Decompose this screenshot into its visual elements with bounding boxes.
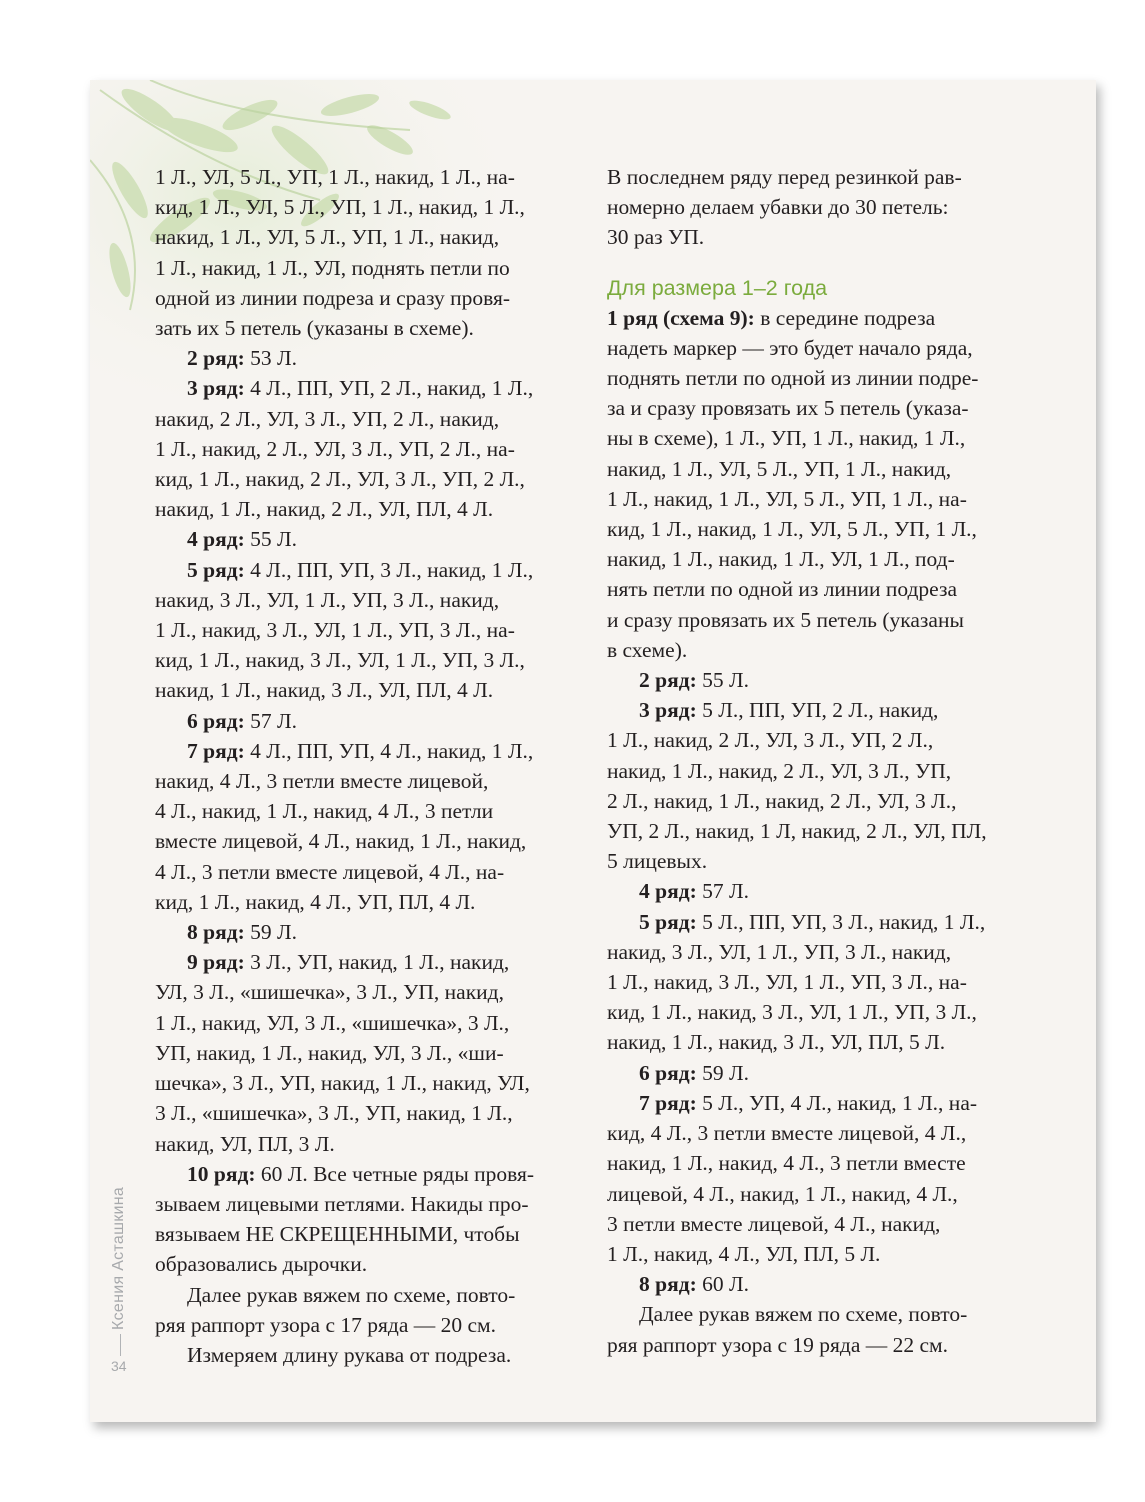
- line-text: накид, 1 Л., накид, 1 Л., УЛ, 1 Л., под-: [607, 547, 955, 572]
- text-line: [607, 756, 1037, 786]
- text-line: [155, 524, 580, 554]
- line-text: Измеряем длину рукава от подреза.: [187, 1342, 512, 1367]
- text-line: [607, 1179, 1037, 1209]
- line-text: 59 Л.: [696, 1060, 749, 1085]
- text-line: [607, 635, 1037, 665]
- line-text: вместе лицевой, 4 Л., накид, 1 Л., накид,: [155, 829, 527, 854]
- line-text: 1 Л., накид, УЛ, 3 Л., «шишечка», 3 Л.,: [155, 1010, 510, 1035]
- text-line: [155, 162, 580, 192]
- line-text: за и сразу провязать их 5 петель (указа-: [607, 396, 969, 421]
- text-line: [607, 1058, 1037, 1088]
- text-line: [607, 1088, 1037, 1118]
- line-text: 3 Л., УП, накид, 1 Л., накид,: [244, 950, 510, 975]
- row-label: 8 ряд:: [187, 920, 245, 945]
- line-text: 60 Л.: [696, 1272, 749, 1297]
- line-text: накид, 1 Л., УЛ, 5 Л., УП, 1 Л., накид,: [155, 225, 500, 250]
- text-line: [607, 514, 1037, 544]
- text-line: [155, 313, 580, 343]
- text-line: [155, 343, 580, 373]
- row-label: 4 ряд:: [187, 527, 245, 552]
- line-text: ряя раппорт узора с 17 ряда — 20 см.: [155, 1312, 497, 1337]
- row-label: 10 ряд:: [187, 1161, 256, 1186]
- line-text: кид, 4 Л., 3 петли вместе лицевой, 4 Л.,: [607, 1121, 967, 1146]
- text-line: [607, 997, 1037, 1027]
- text-line: [607, 222, 1037, 252]
- line-text: одной из линии подреза и сразу провя-: [155, 285, 511, 310]
- line-text: накид, 2 Л., УЛ, 3 Л., УП, 2 Л., накид,: [155, 406, 500, 431]
- line-text: 1 Л., накид, 1 Л., УЛ, поднять петли по: [155, 255, 510, 280]
- line-text: поднять петли по одной из линии подре-: [607, 366, 979, 391]
- text-line: [155, 675, 580, 705]
- line-text: Далее рукав вяжем по схеме, повто-: [187, 1282, 516, 1307]
- line-text: накид, 3 Л., УЛ, 1 Л., УП, 3 Л., накид,: [607, 939, 952, 964]
- text-line: [155, 947, 580, 977]
- text-line: [155, 192, 580, 222]
- text-line: [155, 253, 580, 283]
- line-text: УП, 2 Л., накид, 1 Л, накид, 2 Л., УЛ, ПЛ,: [607, 819, 987, 844]
- row-label: 3 ряд:: [639, 698, 697, 723]
- line-text: накид, 1 Л., накид, 3 Л., УЛ, ПЛ, 5 Л.: [607, 1030, 946, 1055]
- line-text: 30 раз УП.: [607, 225, 705, 250]
- line-text: зать их 5 петель (указаны в схеме).: [155, 316, 474, 341]
- line-text: накид, 1 Л., накид, 4 Л., 3 петли вместе: [607, 1151, 966, 1176]
- right-text-column: [607, 162, 1037, 1360]
- text-line: [607, 816, 1037, 846]
- text-line: [607, 907, 1037, 937]
- line-text: 5 Л., УП, 4 Л., накид, 1 Л., на-: [696, 1090, 978, 1115]
- line-text: накид, 1 Л., накид, 2 Л., УЛ, 3 Л., УП,: [607, 758, 952, 783]
- text-line: [607, 846, 1037, 876]
- line-text: ны в схеме), 1 Л., УП, 1 Л., накид, 1 Л.,: [607, 426, 966, 451]
- text-line: [155, 977, 580, 1007]
- line-text: 3 петли вместе лицевой, 4 Л., накид,: [607, 1211, 941, 1236]
- text-line: [155, 887, 580, 917]
- text-line: [155, 1008, 580, 1038]
- row-label: 2 ряд:: [187, 346, 245, 371]
- line-text: 1 Л., накид, 1 Л., УЛ, 5 Л., УП, 1 Л., на-: [607, 486, 967, 511]
- line-text: накид, 1 Л., УЛ, 5 Л., УП, 1 Л., накид,: [607, 456, 952, 481]
- row-label: 5 ряд:: [187, 557, 245, 582]
- line-text: 1 Л., накид, 2 Л., УЛ, 3 Л., УП, 2 Л.,: [607, 728, 934, 753]
- line-text: номерно делаем убавки до 30 петель:: [607, 195, 949, 220]
- text-line: [607, 695, 1037, 725]
- text-line: [155, 826, 580, 856]
- line-text: В последнем ряду перед резинкой рав-: [607, 165, 962, 189]
- text-line: [155, 1038, 580, 1068]
- text-line: [607, 725, 1037, 755]
- line-text: 5 лицевых.: [607, 849, 708, 874]
- line-text: 5 Л., ПП, УП, 3 Л., накид, 1 Л.,: [696, 909, 986, 934]
- text-line: [607, 454, 1037, 484]
- row-label: 2 ряд:: [639, 668, 697, 693]
- text-line: [607, 1299, 1037, 1329]
- line-text: 2 Л., накид, 1 Л., накид, 2 Л., УЛ, 3 Л.,: [607, 788, 957, 813]
- line-text: и сразу провязать их 5 петель (указаны: [607, 607, 964, 632]
- line-text: нять петли по одной из линии подреза: [607, 577, 957, 602]
- line-text: накид, УЛ, ПЛ, 3 Л.: [155, 1131, 335, 1156]
- sidebar-divider: [120, 1334, 121, 1356]
- text-line: [155, 917, 580, 947]
- author-name: Ксения Асташкина: [110, 1186, 127, 1330]
- text-line: [607, 423, 1037, 453]
- text-line: [607, 363, 1037, 393]
- line-text: в схеме).: [607, 637, 688, 662]
- row-label: 3 ряд:: [187, 376, 245, 401]
- row-label: 1 ряд (схема 9):: [607, 305, 755, 330]
- line-text: накид, 1 Л., накид, 3 Л., УЛ, ПЛ, 4 Л.: [155, 678, 494, 703]
- line-text: 5 Л., ПП, УП, 2 Л., накид,: [696, 698, 939, 723]
- text-line: [155, 706, 580, 736]
- text-line: [155, 1249, 580, 1279]
- line-text: 53 Л.: [244, 346, 297, 371]
- line-text: кид, 1 Л., накид, 2 Л., УЛ, 3 Л., УП, 2 Л.,: [155, 467, 525, 492]
- line-text: накид, 3 Л., УЛ, 1 Л., УП, 3 Л., накид,: [155, 587, 500, 612]
- row-label: 9 ряд:: [187, 950, 245, 975]
- line-text: 59 Л.: [244, 920, 297, 945]
- line-text: 1 Л., УЛ, 5 Л., УП, 1 Л., накид, 1 Л., на-: [155, 165, 515, 189]
- text-line: [607, 192, 1037, 222]
- line-text: 55 Л.: [696, 668, 749, 693]
- text-line: [155, 796, 580, 826]
- text-line: [155, 1280, 580, 1310]
- line-text: кид, 1 Л., накид, 4 Л., УП, ПЛ, 4 Л.: [155, 889, 476, 914]
- line-text: образовались дырочки.: [155, 1252, 368, 1277]
- line-text: шечка», 3 Л., УП, накид, 1 Л., накид, УЛ,: [155, 1071, 530, 1096]
- text-line: [155, 1340, 580, 1370]
- text-line: [607, 162, 1037, 192]
- row-label: 6 ряд:: [187, 708, 245, 733]
- text-line: [155, 283, 580, 313]
- size-heading: Для размера 1–2 года: [607, 275, 828, 300]
- text-line: [155, 1068, 580, 1098]
- line-text: 57 Л.: [244, 708, 297, 733]
- text-line: [155, 645, 580, 675]
- line-text: УЛ, 3 Л., «шишечка», 3 Л., УП, накид,: [155, 980, 504, 1005]
- text-line: [607, 574, 1037, 604]
- line-text: в середине подреза: [754, 305, 936, 330]
- line-text: 4 Л., ПП, УП, 4 Л., накид, 1 Л.,: [244, 738, 534, 763]
- line-text: УП, накид, 1 Л., накид, УЛ, 3 Л., «ши-: [155, 1040, 504, 1065]
- line-text: кид, 1 Л., накид, 1 Л., УЛ, 5 Л., УП, 1 Л.,: [607, 517, 977, 542]
- text-line: [155, 585, 580, 615]
- row-label: 5 ряд:: [639, 909, 697, 934]
- line-text: 1 Л., накид, 2 Л., УЛ, 3 Л., УП, 2 Л., на-: [155, 436, 515, 461]
- text-line: [607, 937, 1037, 967]
- text-line: [155, 736, 580, 766]
- row-label: 7 ряд:: [187, 738, 245, 763]
- right-body-paragraphs: [607, 303, 1037, 1360]
- line-text: зываем лицевыми петлями. Накиды про-: [155, 1191, 529, 1216]
- line-text: 3 Л., «шишечка», 3 Л., УП, накид, 1 Л.,: [155, 1101, 513, 1126]
- row-label: 7 ряд:: [639, 1090, 697, 1115]
- text-line: [607, 303, 1037, 333]
- text-line: [155, 1129, 580, 1159]
- text-line: [607, 1027, 1037, 1057]
- line-text: 1 Л., накид, 3 Л., УЛ, 1 Л., УП, 3 Л., на-: [155, 618, 515, 643]
- line-text: 1 Л., накид, 4 Л., УЛ, ПЛ, 5 Л.: [607, 1241, 881, 1266]
- line-text: 1 Л., накид, 3 Л., УЛ, 1 Л., УП, 3 Л., на-: [607, 970, 967, 995]
- text-line: [607, 1330, 1037, 1360]
- line-text: ряя раппорт узора с 19 ряда — 22 см.: [607, 1332, 949, 1357]
- text-line: [607, 1269, 1037, 1299]
- line-text: 4 Л., ПП, УП, 3 Л., накид, 1 Л.,: [244, 557, 534, 582]
- text-line: [155, 857, 580, 887]
- text-line: [155, 404, 580, 434]
- line-text: Далее рукав вяжем по схеме, повто-: [639, 1302, 968, 1327]
- text-line: [607, 1239, 1037, 1269]
- text-line: [607, 1209, 1037, 1239]
- text-line: [155, 494, 580, 524]
- text-line: [155, 1189, 580, 1219]
- text-line: [607, 786, 1037, 816]
- text-line: [607, 967, 1037, 997]
- text-line: [155, 1310, 580, 1340]
- text-line: [607, 333, 1037, 363]
- left-text-column: [155, 162, 580, 1370]
- text-line: [607, 484, 1037, 514]
- text-line: [607, 544, 1037, 574]
- line-text: надеть маркер — это будет начало ряда,: [607, 335, 973, 360]
- text-line: [607, 665, 1037, 695]
- line-text: кид, 1 Л., УЛ, 5 Л., УП, 1 Л., накид, 1 Л.,: [155, 195, 525, 220]
- row-label: 6 ряд:: [639, 1060, 697, 1085]
- line-text: 55 Л.: [244, 527, 297, 552]
- text-line: [155, 464, 580, 494]
- text-line: [155, 222, 580, 252]
- line-text: накид, 4 Л., 3 петли вместе лицевой,: [155, 769, 489, 794]
- text-line: [607, 1118, 1037, 1148]
- line-text: 4 Л., накид, 1 Л., накид, 4 Л., 3 петли: [155, 799, 494, 824]
- text-line: [155, 1159, 580, 1189]
- text-line: [155, 555, 580, 585]
- text-line: [155, 766, 580, 796]
- text-line: [155, 615, 580, 645]
- line-text: лицевой, 4 Л., накид, 1 Л., накид, 4 Л.,: [607, 1181, 958, 1206]
- line-text: накид, 1 Л., накид, 2 Л., УЛ, ПЛ, 4 Л.: [155, 497, 494, 522]
- line-text: 4 Л., 3 петли вместе лицевой, 4 Л., на-: [155, 859, 505, 884]
- right-intro-paragraph: [607, 162, 1037, 253]
- page-number: 34: [111, 1358, 127, 1374]
- line-text: кид, 1 Л., накид, 3 Л., УЛ, 1 Л., УП, 3 Л.,: [607, 1000, 977, 1025]
- row-label: 4 ряд:: [639, 879, 697, 904]
- line-text: кид, 1 Л., накид, 3 Л., УЛ, 1 Л., УП, 3 Л.,: [155, 648, 525, 673]
- line-text: 60 Л. Все четные ряды провя-: [255, 1161, 535, 1186]
- text-line: [607, 605, 1037, 635]
- line-text: 4 Л., ПП, УП, 2 Л., накид, 1 Л.,: [244, 376, 534, 401]
- text-line: [155, 434, 580, 464]
- text-line: [155, 1098, 580, 1128]
- text-line: [155, 1219, 580, 1249]
- line-text: 57 Л.: [696, 879, 749, 904]
- text-line: [607, 1148, 1037, 1178]
- line-text: вязываем НЕ СКРЕЩЕННЫМИ, чтобы: [155, 1222, 520, 1247]
- text-line: [607, 876, 1037, 906]
- text-line: [155, 373, 580, 403]
- text-line: [607, 393, 1037, 423]
- row-label: 8 ряд:: [639, 1272, 697, 1297]
